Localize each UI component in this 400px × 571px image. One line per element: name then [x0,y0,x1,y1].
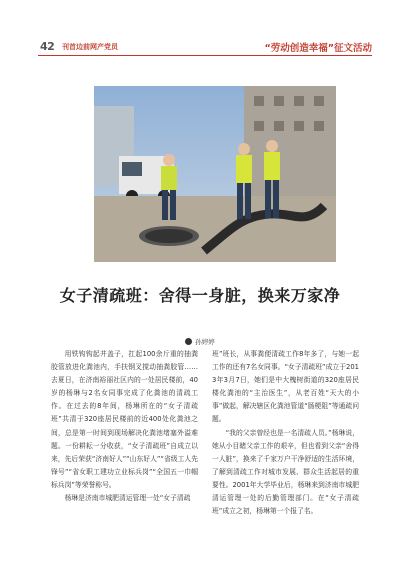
author-bullet-icon [185,338,192,345]
paragraph: 班”班长，从事粪便清疏工作8年多了，与她一起工作的还有7名女同事。“女子清疏班”成立于2013年3月7日，她们是中大槐树街道的320座居民楼化粪池的“主治医生”，从老百姓“天大的小事”做起，解决辖区化粪池管道“肠梗阻”等通疏问题。 [212,350,359,424]
page-header [0,0,400,58]
page-number: 42 [40,40,55,53]
photo-workers-sewer-icon [94,86,336,262]
column-title: “劳动创造幸福”征文活动 [264,43,372,54]
article-column-right [212,348,359,518]
article-column-left [51,348,198,505]
paragraph: 杨琳是济南市城肥清运管理一处“女子清疏 [64,494,191,503]
article-byline [0,337,400,346]
article-title: 女子清疏班：舍得一身脏，换来万家净 [59,286,341,305]
paragraph: 用铁钩钩起井盖子，扛起100余斤重的抽粪胶管放进化粪池内，手扶钢叉搅动抽粪胶管……去夏日，在济南裕丽社区内的一处居民楼前，40岁的杨琳与2名女同事完成了化粪池的清疏工作。在过去的8年间，杨琳所在的“女子清疏班”共清于320座居民楼前的近400处化粪池之间，总是第一时间到现场解决化粪池堵塞外溢难题。一份耕耘一分收获，“女子清疏班”自成立以来，先后荣获“济南好人”“山东好人”“省级工人先锋号”“省女职工建功立业标兵岗”“全国五一巾帼标兵岗”等荣誉称号。 [51,350,198,489]
magazine-name: 刊首边前网产党员 [62,43,118,51]
header-rule [38,55,372,56]
article-photo [94,86,336,262]
author-name: 孙婷婷 [195,338,215,346]
paragraph: “我的父亲曾经也是一名清疏人员。”杨琳说，她从小目睹父亲工作的艰辛，但也看到父亲“舍得一人脏”，换来了千家万户干净舒适的生活环境，了解到清疏工作对城市发展、群众生活起居的重要性。2001年大学毕业后，杨琳来到济南市城肥清运管理一处的后勤管理部门。在“女子清疏班”成立之初，杨琳第一个报了名。 [212,428,359,516]
